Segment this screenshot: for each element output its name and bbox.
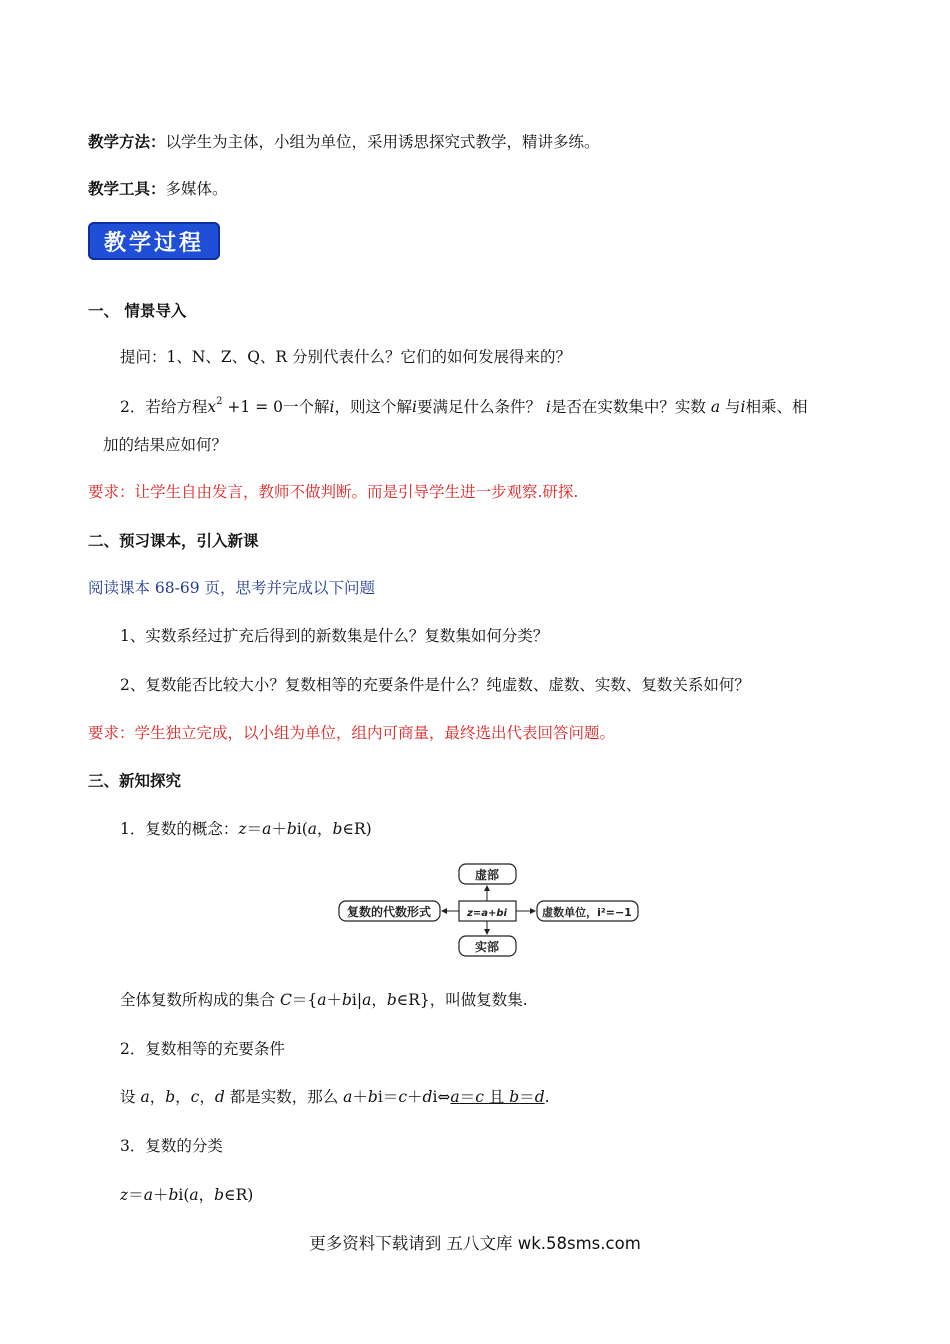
q2-part: 一个解 xyxy=(282,398,330,416)
section-title-2: 二、预习课本，引入新课 xyxy=(88,531,259,550)
var-z: z xyxy=(120,1186,129,1204)
sym: ＝ xyxy=(128,1186,144,1204)
var-d: d xyxy=(214,1088,225,1106)
complex-set-line xyxy=(120,988,528,1010)
var-b: b xyxy=(341,991,352,1009)
sec1-requirement: 要求：让学生自由发言，教师不做判断。而是引导学生进一步观察.研探. xyxy=(88,483,579,501)
sym: ∈R) xyxy=(224,1186,254,1204)
var-b: b xyxy=(214,1186,225,1204)
teaching-method-line xyxy=(88,130,600,152)
var-b: b xyxy=(386,991,397,1009)
var-a: a xyxy=(143,1186,153,1204)
eq-part: ＝ xyxy=(519,1088,535,1106)
var-a: a xyxy=(710,398,721,416)
eq-part: 都是实数，那么 xyxy=(224,1088,344,1106)
label-algebraic-form: 复数的代数形式 xyxy=(346,905,432,919)
var-i: i xyxy=(545,398,551,416)
var-b: b xyxy=(165,1088,176,1106)
sym: ＋ xyxy=(271,820,287,838)
eq-part: 且 xyxy=(483,1088,510,1106)
eq-part: ＋ xyxy=(352,1088,368,1106)
sym: ＝ xyxy=(246,820,263,838)
eq-part: i⇔ xyxy=(432,1088,451,1106)
var-a: a xyxy=(317,991,327,1009)
eq-rest: +1 = 0 xyxy=(222,398,283,416)
set-part: ∈R}，叫做复数集. xyxy=(396,991,528,1009)
teaching-process-banner: 教学过程 xyxy=(88,222,220,260)
var-b: b xyxy=(509,1088,520,1106)
sym: i( xyxy=(296,820,308,838)
eq-part: ＋ xyxy=(407,1088,423,1106)
var-d: d xyxy=(422,1088,433,1106)
eq-part: . xyxy=(544,1088,550,1106)
sec2-question-2: 2、复数能否比较大小？复数相等的充要条件是什么？纯虚数、虚数、实数、复数关系如何？ xyxy=(120,676,750,694)
eq-part: ， xyxy=(199,1088,215,1106)
label-imag-unit: 虚数单位，i²=−1 xyxy=(542,906,632,919)
var-c: c xyxy=(398,1088,408,1106)
var-i: i xyxy=(329,398,335,416)
complex-form-line xyxy=(120,1183,253,1205)
set-part: ， xyxy=(371,991,387,1009)
var-a: a xyxy=(307,820,318,838)
label-center: z=a+bi xyxy=(467,908,507,919)
equality-condition-heading: 2．复数相等的充要条件 xyxy=(120,1040,285,1058)
var-b: b xyxy=(367,1088,378,1106)
var-c: c xyxy=(475,1088,484,1106)
equality-condition-line xyxy=(120,1085,550,1107)
q2-part: ，则这个解 xyxy=(334,398,412,416)
sym: ， xyxy=(198,1186,215,1204)
var-b: b xyxy=(286,820,297,838)
equality-condition-underlined xyxy=(450,1088,544,1106)
teaching-tools-line xyxy=(88,177,228,199)
var-a: a xyxy=(343,1088,353,1106)
eq-sup: 2 xyxy=(216,396,223,407)
eq-part: i＝ xyxy=(377,1088,399,1106)
sec1-question-2 xyxy=(120,395,808,417)
var-c: c xyxy=(190,1088,200,1106)
eq-part: ， xyxy=(149,1088,166,1106)
tools-label: 教学工具： xyxy=(88,179,166,198)
q2-part: 2．若给方程 xyxy=(120,398,208,416)
var-a: a xyxy=(140,1088,150,1106)
complex-concept-line xyxy=(120,817,372,839)
set-part: 全体复数所构成的集合 xyxy=(120,991,280,1009)
sec2-reading: 阅读课本 68-69 页，思考并完成以下问题 xyxy=(88,579,376,597)
var-d: d xyxy=(534,1088,545,1106)
eq-part: 设 xyxy=(120,1088,141,1106)
var-a: a xyxy=(189,1186,199,1204)
q2-part: 相乘、相 xyxy=(745,398,808,416)
var-a: a xyxy=(262,820,272,838)
sym: ， xyxy=(317,820,333,838)
section-title-1: 一、 情景导入 xyxy=(88,301,187,320)
eq-x: x xyxy=(207,398,217,416)
eq-part: ＝ xyxy=(459,1088,476,1106)
sym: ∈R) xyxy=(342,820,372,838)
label-imag-part: 虚部 xyxy=(474,868,500,882)
classification-heading: 3．复数的分类 xyxy=(120,1137,223,1155)
sym: i( xyxy=(178,1186,190,1204)
sym: ＋ xyxy=(152,1186,169,1204)
var-z: z xyxy=(238,820,247,838)
footer-download-link[interactable]: 更多资料下载请到 五八文库 wk.58sms.com xyxy=(309,1234,641,1253)
sec2-question-1: 1、实数系经过扩充后得到的新数集是什么？复数集如何分类？ xyxy=(120,627,549,645)
complex-form-diagram xyxy=(335,858,645,962)
set-part: ＝{ xyxy=(291,991,318,1009)
method-label: 教学方法： xyxy=(88,132,166,151)
var-a: a xyxy=(362,991,372,1009)
section-title-3: 三、新知探究 xyxy=(88,771,182,790)
q2-part: 是否在实数集中？实数 xyxy=(550,398,706,416)
var-a: a xyxy=(450,1088,460,1106)
q2-part: 要满足什么条件？ xyxy=(416,398,541,416)
c1-lead: 1．复数的概念： xyxy=(120,820,239,838)
var-b: b xyxy=(332,820,343,838)
var-b: b xyxy=(168,1186,179,1204)
q2-part: 与 xyxy=(725,398,741,416)
eq-part: ， xyxy=(175,1088,191,1106)
sec2-requirement: 要求：学生独立完成，以小组为单位，组内可商量，最终选出代表回答问题。 xyxy=(88,724,616,742)
var-i: i xyxy=(740,398,746,416)
set-part: ＋ xyxy=(326,991,342,1009)
sec1-question-1: 提问：1、N、Z、Q、R 分别代表什么？它们的如何发展得来的？ xyxy=(120,348,572,366)
method-text: 以学生为主体，小组为单位，采用诱思探究式教学，精讲多练。 xyxy=(165,133,600,151)
label-real-part: 实部 xyxy=(474,940,500,954)
sec1-question-2-line2: 加的结果应如何？ xyxy=(103,436,228,454)
var-C: C xyxy=(279,991,292,1009)
tools-text: 多媒体。 xyxy=(165,180,228,198)
var-i: i xyxy=(411,398,417,416)
set-part: i| xyxy=(351,991,363,1009)
